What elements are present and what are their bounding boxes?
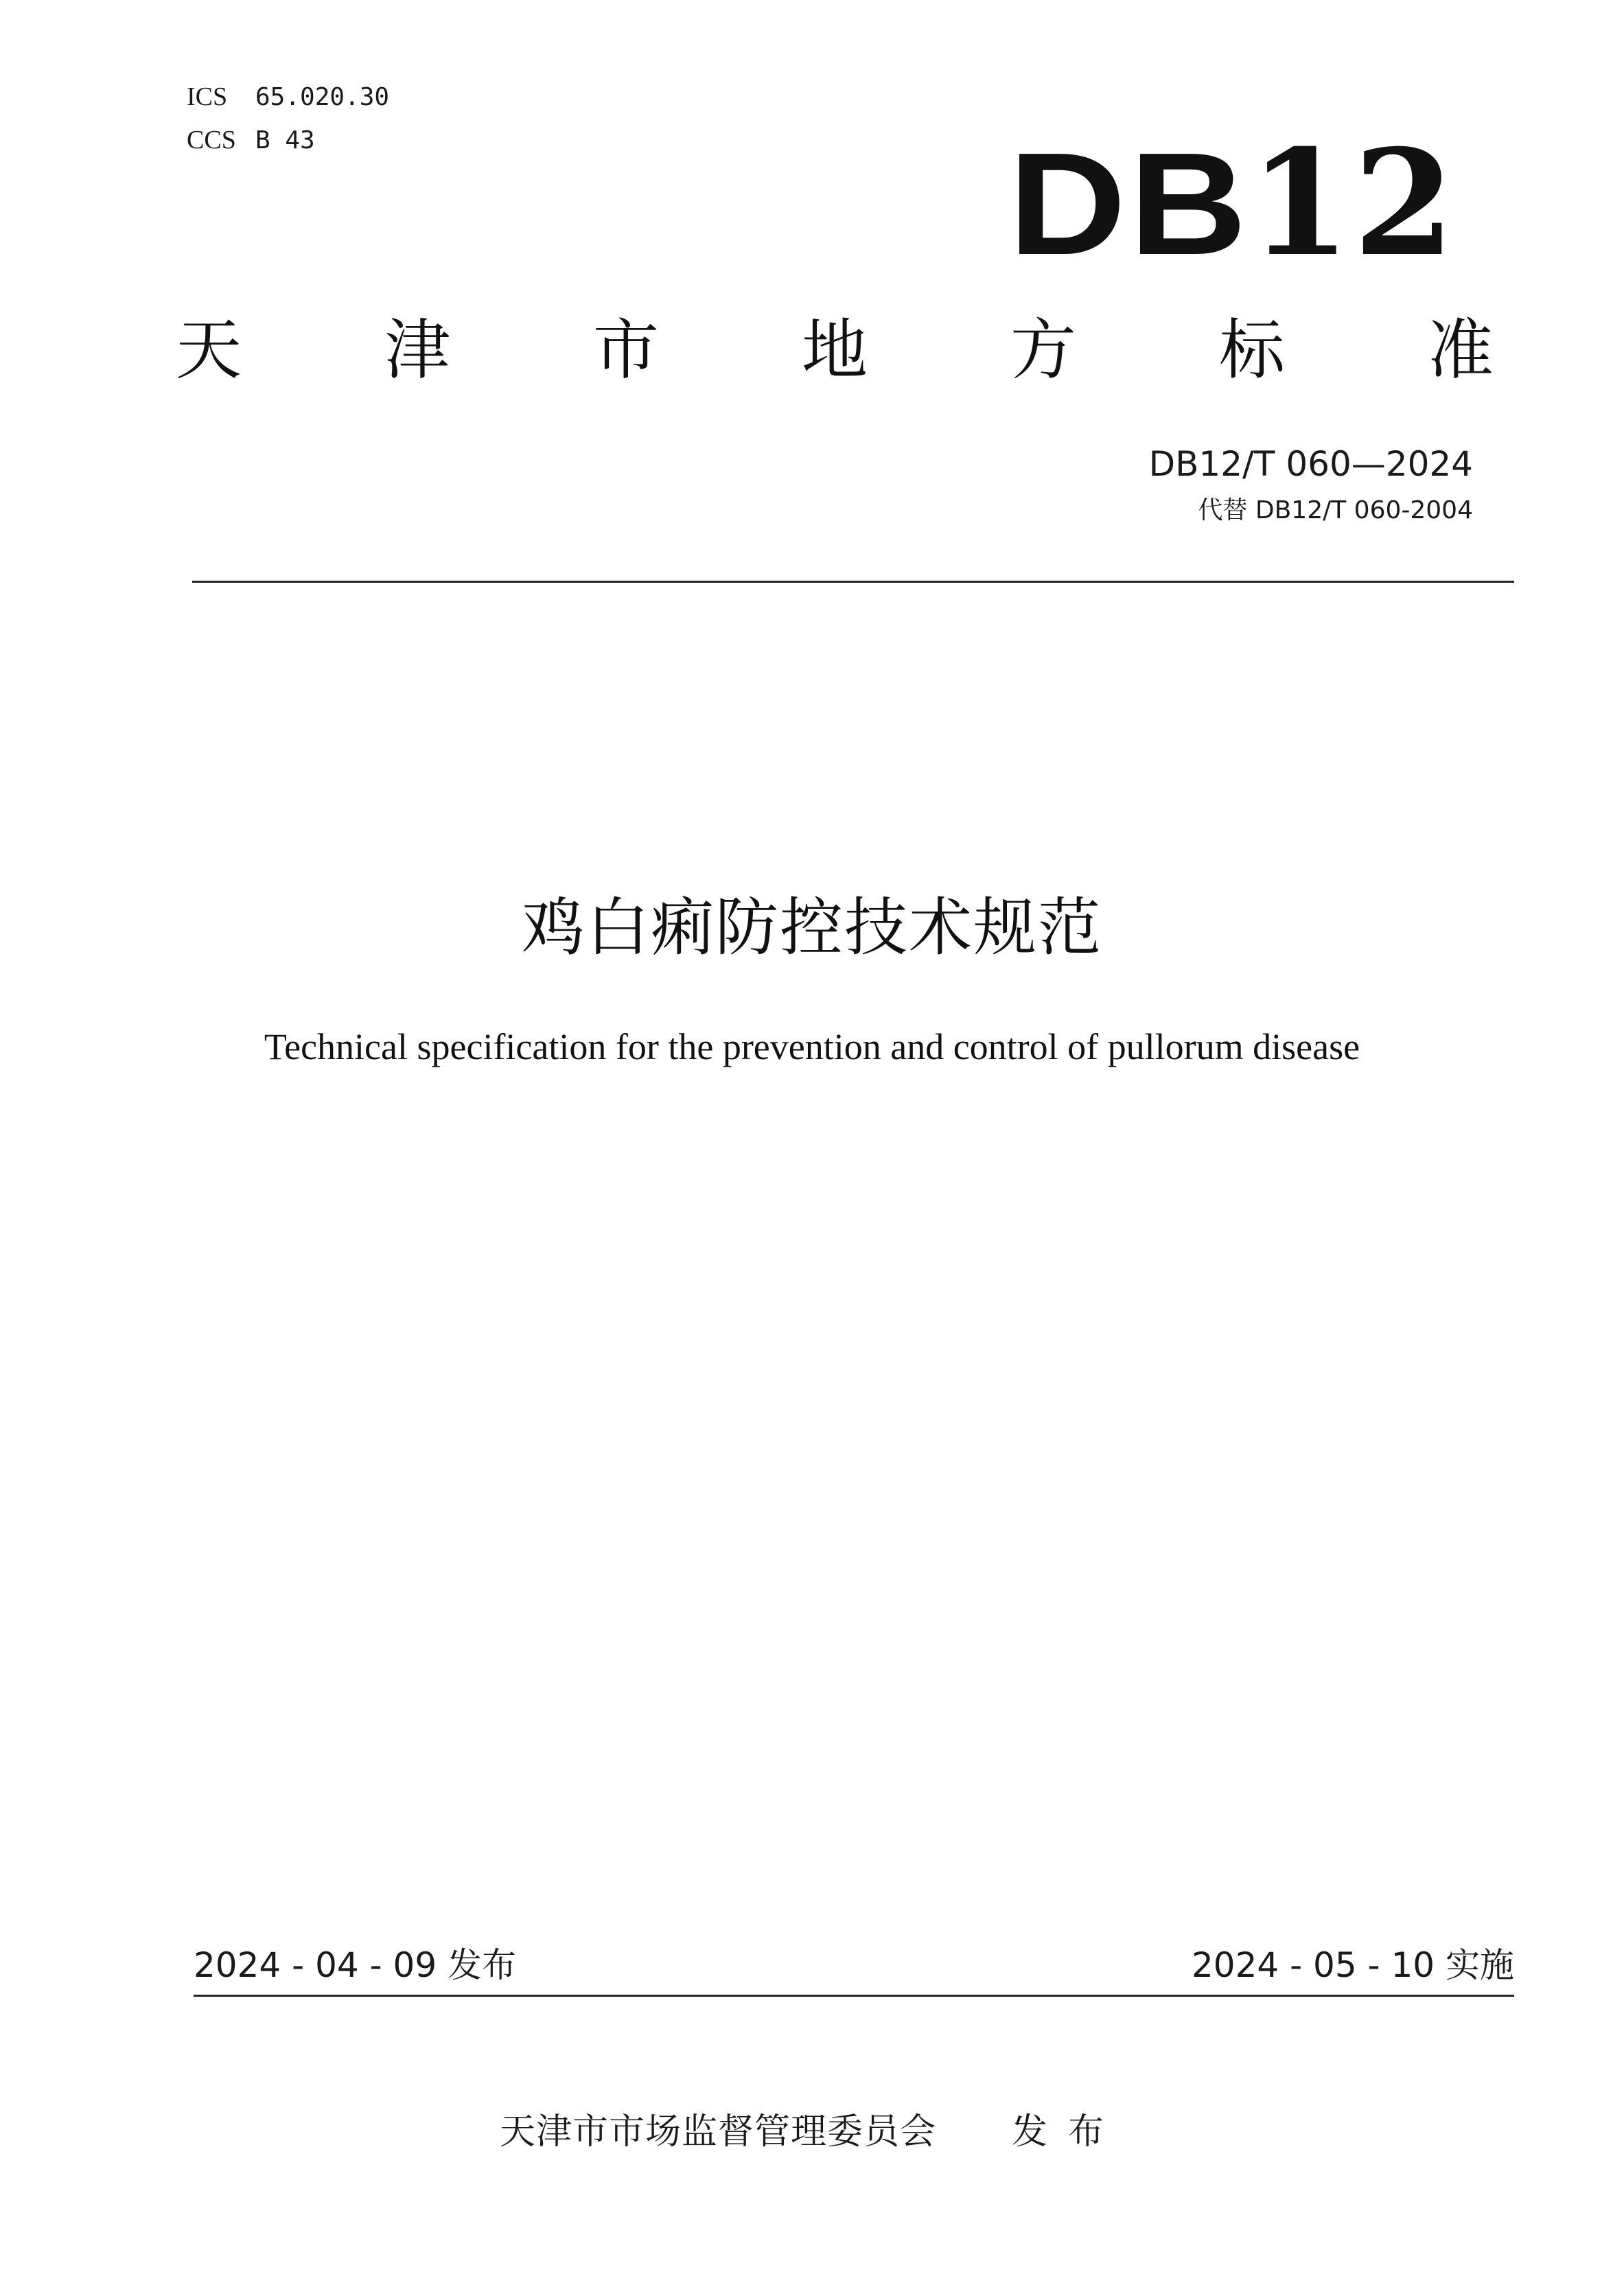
standard-type-char: 津 [384, 312, 450, 389]
title-english: Technical specification for the prevention and control of pullorum disease [264, 1026, 1360, 1067]
db-mark-number: 12 [1249, 117, 1458, 288]
title-chinese: 鸡白痢防控技术规范 [521, 891, 1102, 964]
implementation-date: 2024 - 05 - 10 实施 [1191, 1945, 1514, 1985]
standard-number: DB12/T 060—2024 [1148, 444, 1473, 484]
standard-type-char: 标 [1219, 312, 1285, 389]
standard-number-block [1149, 439, 1473, 533]
header-divider [192, 581, 1514, 583]
db12-mark [1008, 117, 1458, 288]
ics-code-row [187, 76, 389, 119]
issue-date: 2024 - 04 - 09 发布 [194, 1945, 517, 1985]
standard-type-char: 天 [176, 312, 242, 389]
standard-type-char: 方 [1010, 312, 1076, 389]
ccs-label: CCS [187, 126, 236, 154]
classification-codes [187, 76, 389, 162]
ccs-value: B 43 [255, 126, 315, 154]
standard-type-char: 准 [1428, 312, 1494, 389]
ccs-code-row [187, 119, 389, 162]
standard-type-char: 市 [593, 312, 659, 389]
issuer-line [0, 2106, 1624, 2158]
footer-divider [194, 1995, 1514, 1997]
standard-type-char: 地 [802, 312, 868, 389]
standard-type-heading [176, 309, 1494, 391]
ics-label: ICS [187, 82, 228, 111]
replaces-standard: 代替 DB12/T 060-2004 [1198, 496, 1473, 524]
ics-value: 65.020.30 [255, 83, 390, 111]
issue-action: 发布 [1012, 2111, 1125, 2153]
db-mark-prefix: DB [1008, 122, 1251, 285]
issuing-organization: 天津市市场监督管理委员会 [499, 2111, 936, 2153]
